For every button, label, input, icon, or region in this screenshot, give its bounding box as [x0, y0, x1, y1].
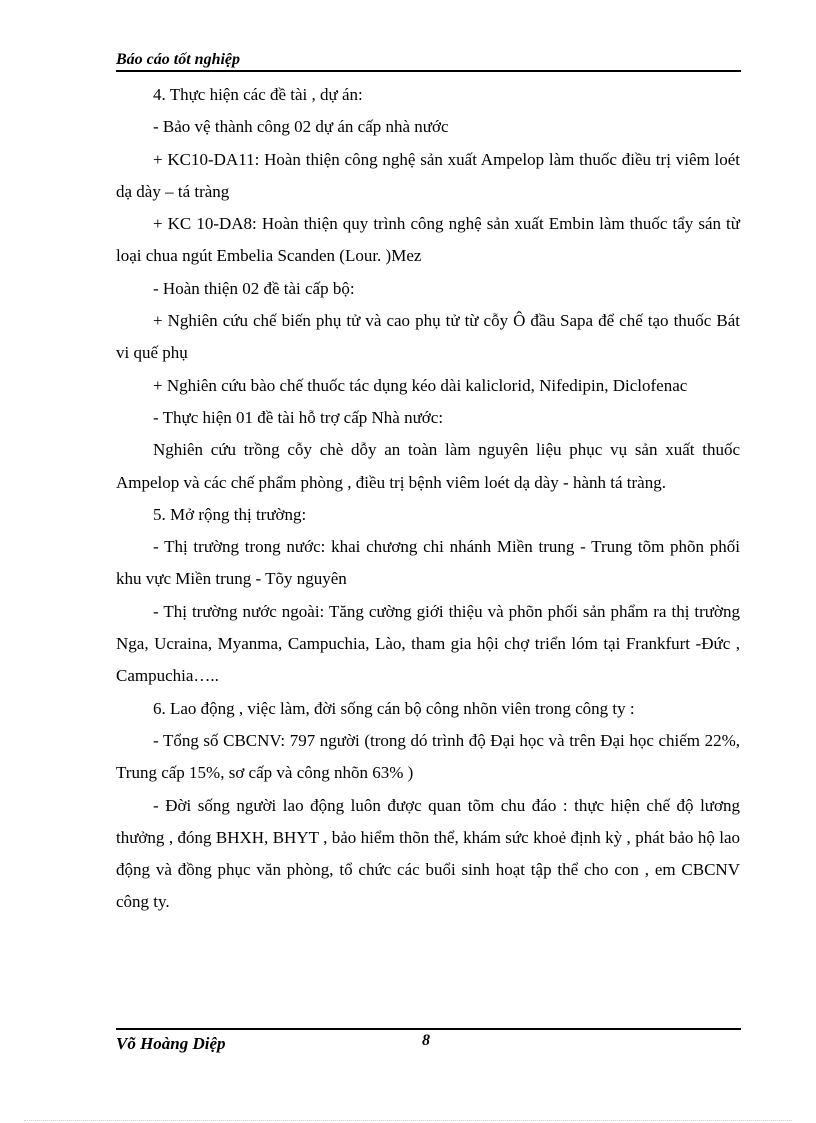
- footer-author: Võ Hoàng Diệp: [116, 1034, 226, 1053]
- paragraph: - Đời sống người lao động luôn được quan tõm chu đáo : thực hiện chế độ lương thưởng , đóng BHXH, BHYT , bảo hiểm thõn thể, khám sức khoẻ định kỳ , phát bảo hộ lao động và đồng phục văn phòng, tổ chức các buổi sinh hoạt tập thể cho con , em CBCNV công ty.: [116, 795, 740, 912]
- paragraph: - Hoàn thiện 02 đề tài cấp bộ:: [153, 278, 355, 298]
- paragraph: + KC 10-DA8: Hoàn thiện quy trình công nghệ sản xuất Embin làm thuốc tẩy sán từ loại chua ngút Embelia Scanden (Lour. )Mez: [116, 214, 740, 266]
- page-header-title: Báo cáo tốt nghiệp: [116, 51, 241, 68]
- paragraph: + Nghiên cứu bào chế thuốc tác dụng kéo dài kaliclorid, Nifedipin, Diclofenac: [153, 375, 688, 395]
- footer-rule: [116, 1028, 741, 1030]
- header-rule: [116, 70, 741, 72]
- paragraph: - Thị trường trong nước: khai chương chi nhánh Miền trung - Trung tõm phõn phối khu vực Miền trung - Tõy nguyên: [116, 537, 740, 589]
- paragraph: - Tổng số CBCNV: 797 người (trong dó trình độ Đại học và trên Đại học chiếm 22%, Trung cấp 15%, sơ cấp và công nhõn 63% ): [116, 730, 740, 783]
- section-heading: 5. Mở rộng thị trường:: [153, 504, 307, 524]
- paragraph: - Bảo vệ thành công 02 dự án cấp nhà nước: [153, 117, 449, 137]
- page-number: 8: [422, 1032, 430, 1049]
- section-heading: 6. Lao động , việc làm, đời sống cán bộ công nhõn viên trong công ty :: [153, 698, 635, 718]
- page-edge: [24, 1120, 792, 1121]
- section-heading: 4. Thực hiện các đề tài , dự án:: [153, 85, 363, 104]
- paragraph: + KC10-DA11: Hoàn thiện công nghệ sản xuất Ampelop làm thuốc điều trị viêm loét dạ dày – tá tràng: [116, 149, 740, 201]
- paragraph: - Thực hiện 01 đề tài hỗ trợ cấp Nhà nước:: [153, 407, 444, 427]
- paragraph: + Nghiên cứu chế biến phụ tử và cao phụ tử từ cỗy Ô đầu Sapa để chế tạo thuốc Bát vi quế phụ: [116, 311, 740, 363]
- paragraph: Nghiên cứu trồng cỗy chè dỗy an toàn làm nguyên liệu phục vụ sản xuất thuốc Ampelop và các chế phẩm phòng , điều trị bệnh viêm loét dạ dày - hành tá tràng.: [116, 440, 740, 492]
- document-body: [116, 79, 740, 919]
- paragraph: - Thị trường nước ngoài: Tăng cường giới thiệu và phõn phối sản phẩm ra thị trường Nga, Ucraina, Myanma, Campuchia, Lào, tham gia hội chợ triển lóm tại Frankfurt -Đức , Campuchia…..: [116, 601, 740, 686]
